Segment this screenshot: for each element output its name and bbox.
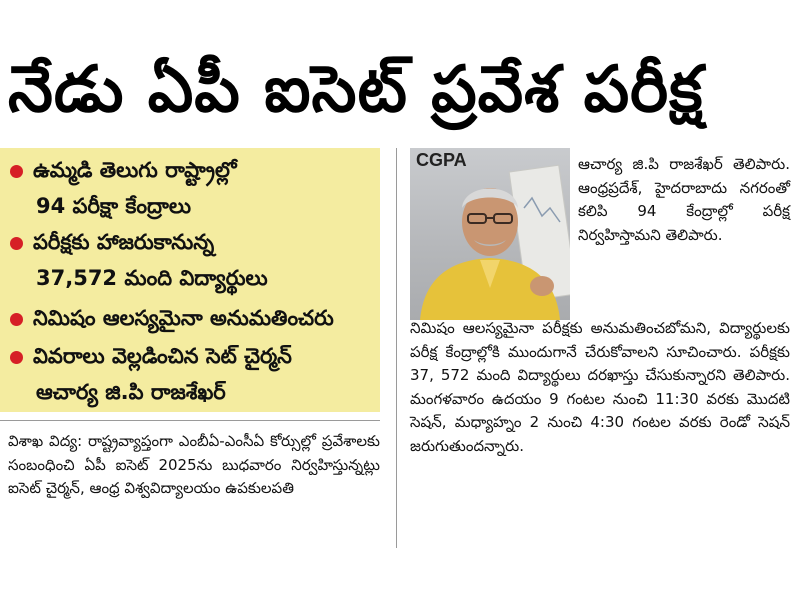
highlight-item: [10, 158, 237, 188]
highlights-box: [0, 148, 380, 412]
photo-label: CGPA: [416, 150, 467, 170]
article-text-right-top: [578, 153, 790, 247]
bullet-icon: [10, 313, 23, 326]
bullet-icon: [10, 237, 23, 250]
article-text-left: [8, 430, 380, 501]
article-paragraph: ఆచార్య జి.పి రాజశేఖర్ తెలిపారు. ఆంధ్రప్రదేశ్, హైదరాబాదు నగరంతో కలిపి 94 కేంద్రాల్లో పరీక్ష నిర్వహిస్తామని తెలిపారు.: [578, 155, 790, 244]
highlight-text-cont: 37,572 మంది విద్యార్థులు: [36, 266, 268, 290]
article-text-right-bottom: [410, 317, 790, 458]
highlight-item: [10, 344, 292, 374]
article-paragraph: నిమిషం ఆలస్యమైనా పరీక్షకు అనుమతించబోమని, విద్యార్థులకు పరీక్ష కేంద్రాల్లోకి ముందుగానే చేరుకోవాలని సూచించారు. పరీక్షకు 37, 572 మంది విద్యార్థులు దరఖాస్తు చేసుకున్నారని తెలిపారు. మంగళవారం ఉదయం 9 గంటల నుంచి 11:30 వరకు మొదటి సెషన్, మధ్యాహ్నం 2 నుంచి 4:30 గంటల వరకు రెండో సెషన్ జరుగుతుందన్నారు.: [410, 319, 790, 455]
chairman-photo: [410, 148, 570, 320]
article-paragraph: విశాఖ విద్య: రాష్ట్రవ్యాప్తంగా ఎంబీఏ-ఎంసీఏ కోర్సుల్లో ప్రవేశాలకు సంబంధించి ఏపీ ఐసెట్ 2025ను బుధవారం నిర్వహిస్తున్నట్లు ఐసెట్ చైర్మన్, ఆంధ్ర విశ్వవిద్యాలయం ఉపకులపతి: [8, 432, 380, 497]
highlight-item: [10, 306, 334, 336]
highlight-text: ఉమ్మడి తెలుగు రాష్ట్రాల్లో: [33, 158, 237, 182]
highlight-text: వివరాలు వెల్లడించిన సెట్ చైర్మన్: [33, 344, 292, 368]
highlight-text: పరీక్షకు హాజరుకానున్న: [33, 230, 215, 254]
divider: [0, 420, 380, 421]
highlight-text-cont: ఆచార్య జి.పి రాజశేఖర్: [36, 380, 226, 404]
highlight-text-cont: 94 పరీక్షా కేంద్రాలు: [36, 194, 192, 218]
column-divider: [396, 148, 397, 548]
headline: నేడు ఏపీ ఐసెట్ ప్రవేశ పరీక్ష: [8, 53, 704, 127]
bullet-icon: [10, 351, 23, 364]
bullet-icon: [10, 165, 23, 178]
highlight-text: నిమిషం ఆలస్యమైనా అనుమతించరు: [33, 306, 334, 330]
person-illustration: [410, 148, 570, 320]
highlight-item: [10, 230, 214, 260]
